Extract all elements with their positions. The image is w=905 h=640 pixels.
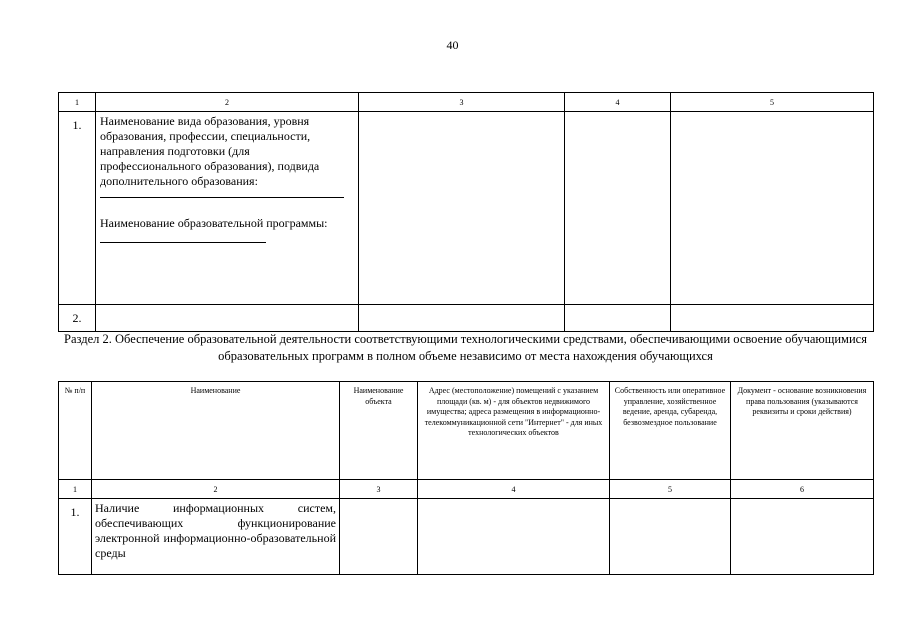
table2-colnum-5: 5 [610,480,731,499]
table1-colnum-4: 4 [565,93,671,112]
table1-colnum-5: 5 [671,93,874,112]
table1-colnum-3: 3 [359,93,565,112]
table2-colnum-2: 2 [92,480,340,499]
empty-cell [359,112,565,305]
empty-cell [340,499,418,575]
table2-colnum-4: 4 [418,480,610,499]
fill-in-line [100,189,344,198]
row-index: 1. [59,112,96,305]
row-index: 2. [59,305,96,332]
program-name-label: Наименование образовательной программы: [100,216,328,230]
empty-cell [731,499,874,575]
table2-colnum-6: 6 [731,480,874,499]
table-row [59,112,874,305]
empty-cell [565,305,671,332]
technology-resources-table [58,381,874,575]
table1-column-numbers-row [59,93,874,112]
empty-cell [610,499,731,575]
page-number: 40 [446,38,459,52]
education-programs-table [58,92,874,332]
table2-header-row [59,382,874,480]
info-systems-cell: Наличие информационных систем, обеспечивающих функционирование электронной информационно-образовательной среды [92,499,340,575]
section-heading: Раздел 2. Обеспечение образовательной деятельности соответствующими технологическими средствами, обеспечивающими освоение обучающимися образовательных программ в полном объеме независимо от места нахождения обучающихся [64,332,867,363]
empty-cell [671,112,874,305]
empty-cell [96,305,359,332]
empty-cell [359,305,565,332]
header-object-name: Наименование объекта [340,382,418,480]
table1-colnum-1: 1 [59,93,96,112]
table2-colnum-3: 3 [340,480,418,499]
header-ownership: Собственность или оперативное управление, хозяйственное ведение, аренда, субаренда, безвозмездное пользование [610,382,731,480]
table2-column-numbers-row [59,480,874,499]
empty-cell [671,305,874,332]
fill-in-line [100,231,266,243]
table-row [59,499,874,575]
header-name: Наименование [92,382,340,480]
table1-colnum-2: 2 [96,93,359,112]
empty-cell [565,112,671,305]
row-index: 1. [59,499,92,575]
program-name-cell [96,112,359,305]
table2-colnum-1: 1 [59,480,92,499]
education-type-label: Наименование вида образования, уровня образования, профессии, специальности, направления подготовки (для профессионального образования), подвида дополнительного образования: [100,114,320,188]
table-row [59,305,874,332]
header-address: Адрес (местоположение) помещений с указанием площади (кв. м) - для объектов недвижимого имущества; адреса размещения в информационно-телекоммуникационной сети "Интернет" - для иных технологических объектов [418,382,610,480]
empty-cell [418,499,610,575]
header-number: № п/п [59,382,92,480]
header-document: Документ - основание возникновения права пользования (указываются реквизиты и сроки действия) [731,382,874,480]
